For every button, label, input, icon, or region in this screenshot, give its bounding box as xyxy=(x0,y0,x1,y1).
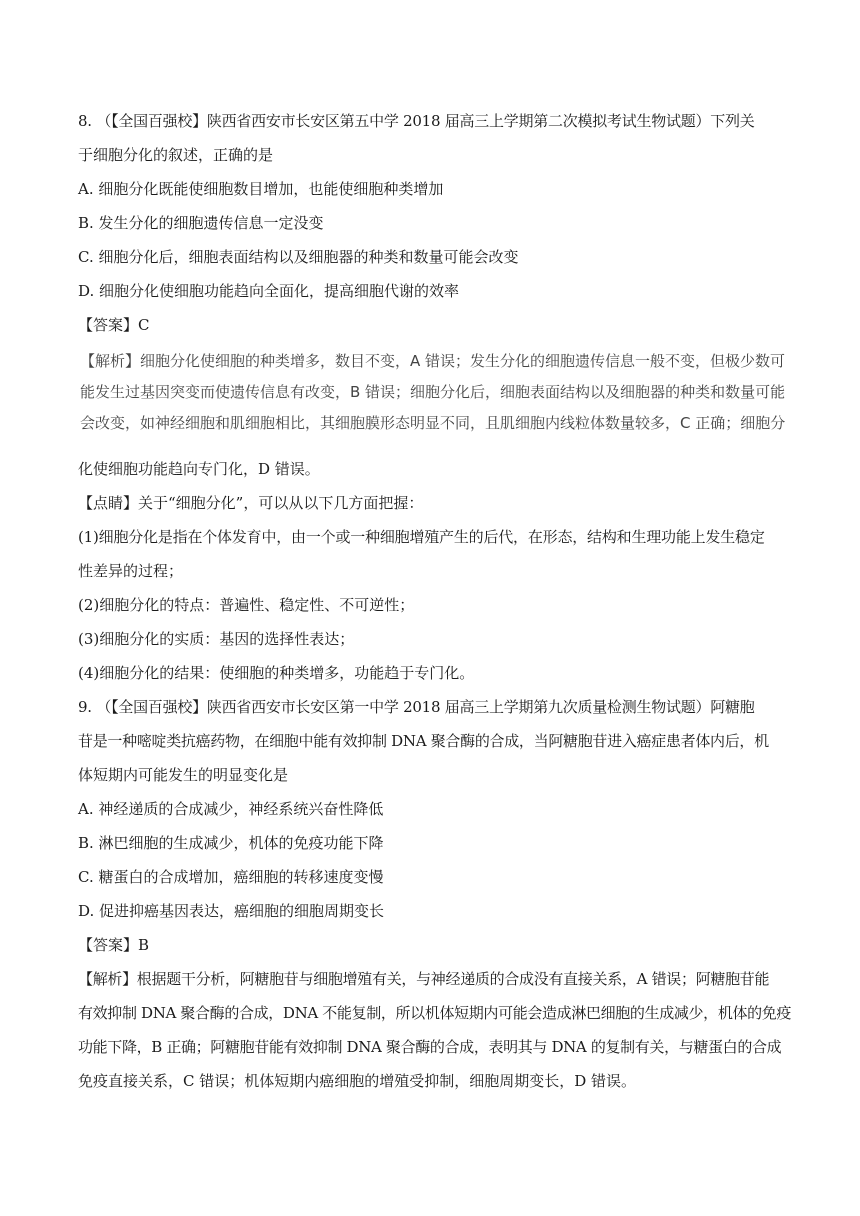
q8-tip-4: (4)细胞分化的结果：使细胞的种类增多，功能趋于专门化。 xyxy=(78,664,475,682)
q8-stem-line-1: 8. （【全国百强校】陕西省西安市长安区第五中学 2018 届高三上学期第二次模拟考试生物试题）下列关 xyxy=(78,112,755,130)
q8-tip-1a: (1)细胞分化是指在个体发育中，由一个或一种细胞增殖产生的后代，在形态，结构和生理功能上发生稳定 xyxy=(78,528,765,546)
q8-tip-3: (3)细胞分化的实质：基因的选择性表达； xyxy=(78,630,355,648)
q9-analysis-line-1: 【解析】根据题干分析，阿糖胞苷与细胞增殖有关，与神经递质的合成没有直接关系，A 错误；阿糖胞苷能 xyxy=(78,970,770,988)
q8-option-a: A. 细胞分化既能使细胞数目增加，也能使细胞种类增加 xyxy=(78,180,444,198)
q9-answer: 【答案】B xyxy=(78,936,150,954)
q8-option-c: C. 细胞分化后，细胞表面结构以及细胞器的种类和数量可能会改变 xyxy=(78,248,519,266)
q9-stem-line-1: 9. （【全国百强校】陕西省西安市长安区第一中学 2018 届高三上学期第九次质量检测生物试题）阿糖胞 xyxy=(78,698,755,716)
q8-analysis-line-1: 【解析】细胞分化使细胞的种类增多，数目不变，A 错误；发生分化的细胞遗传信息一般不变，但极少数可 xyxy=(80,352,786,370)
q9-stem-line-2: 苷是一种嘧啶类抗癌药物，在细胞中能有效抑制 DNA 聚合酶的合成，当阿糖胞苷进入癌症患者体内后，机 xyxy=(78,732,769,750)
q9-analysis-line-4: 免疫直接关系，C 错误；机体短期内癌细胞的增殖受抑制，细胞周期变长，D 错误。 xyxy=(78,1072,637,1090)
q8-tip-1b: 性差异的过程； xyxy=(78,562,184,580)
q8-answer: 【答案】C xyxy=(78,316,150,334)
q8-stem-line-2: 于细胞分化的叙述，正确的是 xyxy=(78,146,274,164)
q8-tip-title: 【点睛】关于“细胞分化”，可以从以下几方面把握： xyxy=(78,494,424,512)
q8-option-d: D. 细胞分化使细胞功能趋向全面化，提高细胞代谢的效率 xyxy=(78,282,460,300)
q8-option-b: B. 发生分化的细胞遗传信息一定没变 xyxy=(78,214,324,232)
q8-analysis-line-3: 会改变，如神经细胞和肌细胞相比，其细胞膜形态明显不同，且肌细胞内线粒体数量较多，C 正确；细胞分 xyxy=(80,414,786,432)
q8-analysis-line-4: 化使细胞功能趋向专门化，D 错误。 xyxy=(78,460,320,478)
q9-analysis-line-2: 有效抑制 DNA 聚合酶的合成，DNA 不能复制，所以机体短期内可能会造成淋巴细胞的生成减少，机体的免疫 xyxy=(78,1004,792,1022)
q9-option-b: B. 淋巴细胞的生成减少，机体的免疫功能下降 xyxy=(78,834,384,852)
q8-analysis-line-2: 能发生过基因突变而使遗传信息有改变，B 错误；细胞分化后，细胞表面结构以及细胞器的种类和数量可能 xyxy=(80,383,786,401)
q9-option-d: D. 促进抑癌基因表达，癌细胞的细胞周期变长 xyxy=(78,902,385,920)
q9-stem-line-3: 体短期内可能发生的明显变化是 xyxy=(78,766,289,784)
q8-tip-2: (2)细胞分化的特点：普遍性、稳定性、不可逆性； xyxy=(78,596,415,614)
q9-analysis-line-3: 功能下降，B 正确；阿糖胞苷能有效抑制 DNA 聚合酶的合成，表明其与 DNA 的复制有关，与糖蛋白的合成 xyxy=(78,1038,782,1056)
q9-option-a: A. 神经递质的合成减少，神经系统兴奋性降低 xyxy=(78,800,384,818)
q9-option-c: C. 糖蛋白的合成增加，癌细胞的转移速度变慢 xyxy=(78,868,384,886)
